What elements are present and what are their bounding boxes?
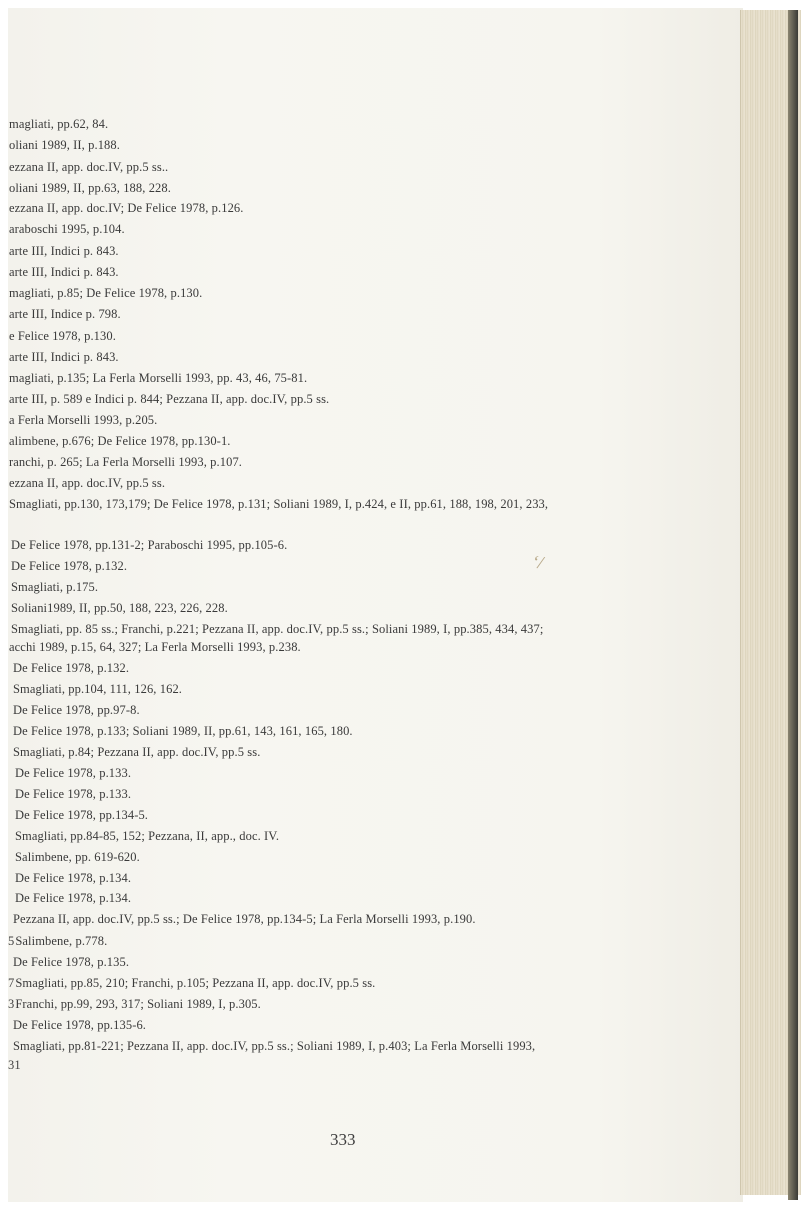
footnote-line: De Felice 1978, p.132. (13, 661, 130, 675)
footnote-line: Soliani1989, II, pp.50, 188, 223, 226, 228. (11, 601, 228, 615)
footnote-line: Pezzana II, app. doc.IV, pp.5 ss.; De Felice 1978, pp.134-5; La Ferla Morselli 1993, p.190. (13, 912, 476, 926)
footnote-line: 31 (8, 1058, 21, 1072)
footnote-line: arte III, Indici p. 843. (9, 350, 119, 364)
footnote-line: ranchi, p. 265; La Ferla Morselli 1993, p.107. (9, 455, 243, 469)
footnote-line: 3Franchi, pp.99, 293, 317; Soliani 1989, I, p.305. (8, 997, 261, 1011)
footnote-line: De Felice 1978, p.133. (15, 787, 132, 801)
footnote-line: De Felice 1978, p.133. (15, 766, 132, 780)
footnote-line: Salimbene, pp. 619-620. (15, 850, 140, 864)
footnote-line: De Felice 1978, p.133; Soliani 1989, II, pp.61, 143, 161, 165, 180. (13, 724, 353, 738)
footnote-line: a Ferla Morselli 1993, p.205. (9, 413, 158, 427)
footnote-line: magliati, p.85; De Felice 1978, p.130. (9, 286, 203, 300)
footnote-line: Smagliati, pp.130, 173,179; De Felice 1978, p.131; Soliani 1989, I, p.424, e II, pp.61, 188, 198, 201, 233, (9, 497, 549, 511)
pencil-mark: ʻ/ (530, 551, 545, 573)
book-cover-edge (788, 10, 798, 1200)
footnote-line: arte III, Indici p. 843. (9, 244, 119, 258)
footnote-line: oliani 1989, II, p.188. (9, 138, 120, 152)
footnote-line: Smagliati, pp.81-221; Pezzana II, app. doc.IV, pp.5 ss.; Soliani 1989, I, p.403; La Ferla Morselli 1993, (13, 1039, 536, 1053)
footnote-line: oliani 1989, II, pp.63, 188, 228. (9, 181, 171, 195)
footnote-line: De Felice 1978, pp.135-6. (13, 1018, 147, 1032)
footnote-line: De Felice 1978, pp.131-2; Paraboschi 1995, pp.105-6. (11, 538, 288, 552)
footnote-line: 5Salimbene, p.778. (8, 934, 108, 948)
footnote-line: arte III, Indici p. 843. (9, 265, 119, 279)
footnote-line: Smagliati, pp.84-85, 152; Pezzana, II, app., doc. IV. (15, 829, 280, 843)
footnote-line: ezzana II, app. doc.IV; De Felice 1978, p.126. (9, 201, 244, 215)
page-number: 333 (330, 1130, 356, 1149)
footnote-line: e Felice 1978, p.130. (9, 329, 116, 343)
footnote-line: ezzana II, app. doc.IV, pp.5 ss.. (9, 160, 169, 174)
footnote-line: ezzana II, app. doc.IV, pp.5 ss. (9, 476, 166, 490)
footnote-line: arte III, Indice p. 798. (9, 307, 121, 321)
footnote-line: acchi 1989, p.15, 64, 327; La Ferla Morselli 1993, p.238. (9, 640, 301, 654)
footnote-line: Smagliati, p.84; Pezzana II, app. doc.IV, pp.5 ss. (13, 745, 261, 759)
footnote-line: alimbene, p.676; De Felice 1978, pp.130-1. (9, 434, 231, 448)
footnote-line: De Felice 1978, p.134. (15, 891, 132, 905)
footnote-line: 7Smagliati, pp.85, 210; Franchi, p.105; Pezzana II, app. doc.IV, pp.5 ss. (8, 976, 376, 990)
footnote-line: Smagliati, pp. 85 ss.; Franchi, p.221; Pezzana II, app. doc.IV, pp.5 ss.; Soliani 1989, I, pp.385, 434, 437; (11, 622, 544, 636)
footnote-line: De Felice 1978, pp.134-5. (15, 808, 149, 822)
footnote-line: Smagliati, p.175. (11, 580, 99, 594)
footnote-line: De Felice 1978, pp.97-8. (13, 703, 140, 717)
footnote-line: magliati, pp.62, 84. (9, 117, 109, 131)
footnote-line: De Felice 1978, p.132. (11, 559, 128, 573)
footnote-line: De Felice 1978, p.135. (13, 955, 130, 969)
footnote-line: Smagliati, pp.104, 111, 126, 162. (13, 682, 183, 696)
footnote-line: arte III, p. 589 e Indici p. 844; Pezzana II, app. doc.IV, pp.5 ss. (9, 392, 330, 406)
footnote-line: magliati, p.135; La Ferla Morselli 1993, pp. 43, 46, 75-81. (9, 371, 308, 385)
footnote-line: De Felice 1978, p.134. (15, 871, 132, 885)
footnote-line: araboschi 1995, p.104. (9, 222, 125, 236)
